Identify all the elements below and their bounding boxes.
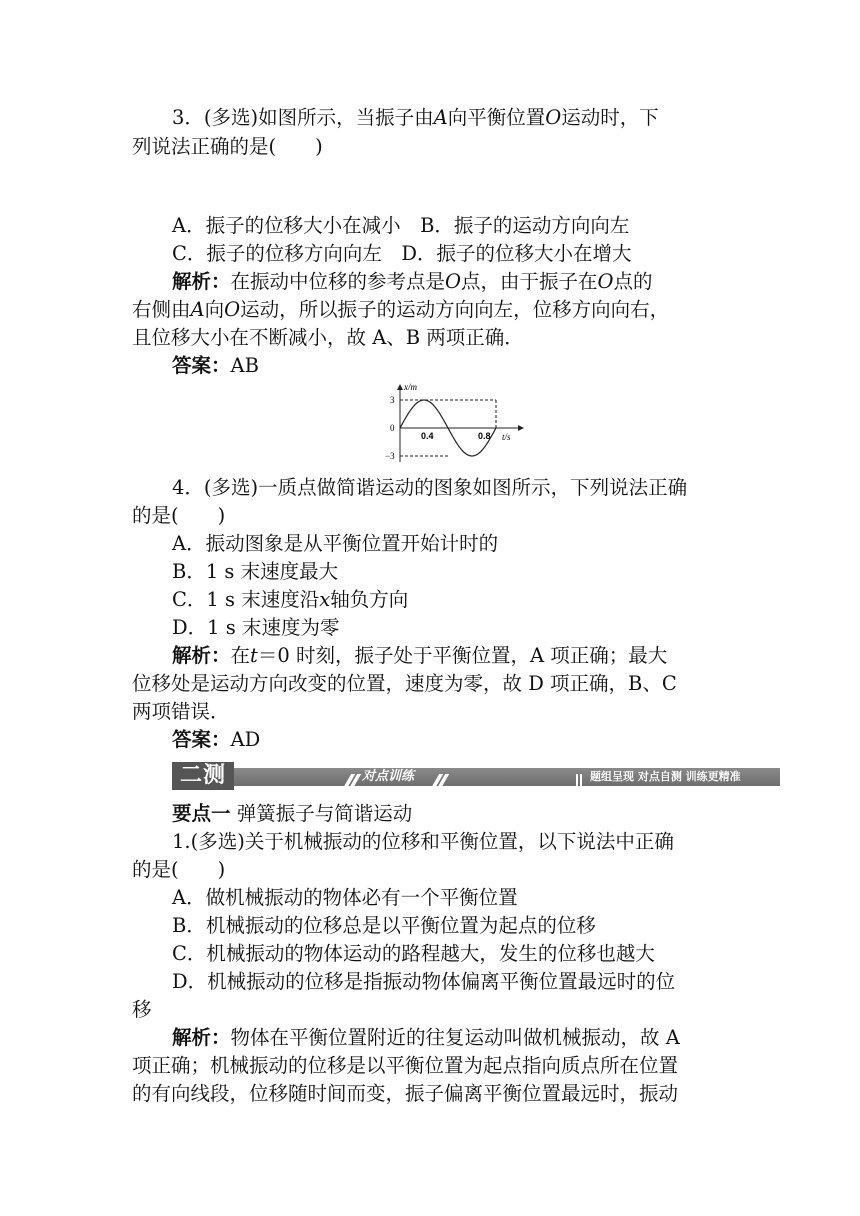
q3-analysis-line2: 右侧由A向O运动，所以振子的运动方向向左，位移方向向右，	[132, 298, 670, 321]
tick-3: 3	[390, 395, 395, 405]
vibration-graph	[378, 382, 528, 466]
x-axis-arrow	[397, 384, 403, 390]
q4-analysis-line1: 解析：在t＝0 时刻，振子处于平衡位置，A 项正确；最大	[172, 644, 668, 667]
q1-option-d-line2: 移	[132, 998, 152, 1021]
q4-option-a: A．振动图象是从平衡位置开始计时的	[172, 532, 499, 555]
tick-0-8: 0.8	[478, 431, 491, 441]
q1-analysis-line3: 的有向线段，位移随时间而变，振子偏离平衡位置最远时，振动	[132, 1082, 679, 1105]
section-banner	[172, 762, 780, 790]
q4-option-c: C．1 s 末速度沿x轴负方向	[172, 588, 409, 611]
tick-minus-3: −3	[385, 451, 395, 461]
q1-option-b: B．机械振动的位移总是以平衡位置为起点的位移	[172, 914, 596, 937]
banner-title: 二测	[172, 762, 234, 790]
q1-stem-line2: 的是( )	[132, 858, 226, 881]
q1-stem-line1: 1.(多选)关于机械振动的位移和平衡位置，以下说法中正确	[172, 830, 674, 853]
q4-option-d: D．1 s 末速度为零	[172, 616, 340, 639]
q3-stem-line2: 列说法正确的是( )	[132, 135, 323, 158]
section-heading: 要点一 弹簧振子与简谐运动	[172, 802, 413, 825]
banner-tagline: 题组呈现 对点自测 训练更精准	[590, 770, 741, 783]
q4-answer: 答案：AD	[172, 728, 261, 751]
banner-subtitle: 对点训练	[362, 769, 415, 784]
q4-analysis-line2: 位移处是运动方向改变的位置，速度为零，故 D 项正确，B、C	[132, 672, 677, 695]
y-axis-label: x/m	[404, 382, 417, 392]
q4-stem-line1: 4．(多选)一质点做简谐运动的图象如图所示，下列说法正确	[172, 476, 688, 499]
q1-option-d-line1: D．机械振动的位移是指振动物体偏离平衡位置最远时的位	[172, 970, 676, 993]
q3-options-line2: C．振子的位移方向向左 D．振子的位移大小在增大	[172, 242, 632, 265]
q3-analysis-line3: 且位移大小在不断减小，故 A、B 两项正确．	[132, 326, 524, 349]
q3-stem-line1: 3．(多选)如图所示，当振子由A向平衡位置O运动时，下	[172, 106, 659, 129]
q4-analysis-line3: 两项错误．	[132, 700, 230, 723]
q3-analysis-line1: 解析：在振动中位移的参考点是O点，由于振子在O点的	[172, 270, 653, 293]
q4-stem-line2: 的是( )	[132, 504, 226, 527]
q1-option-c: C．机械振动的物体运动的路程越大，发生的位移也越大	[172, 942, 655, 965]
banner-divider	[580, 774, 582, 792]
x-axis-label: t/s	[502, 432, 511, 442]
t-axis-arrow	[518, 425, 524, 431]
banner-divider	[576, 774, 578, 792]
q3-options-line1: A．振子的位移大小在减小 B．振子的运动方向向左	[172, 214, 630, 237]
tick-0-4: 0.4	[421, 431, 434, 441]
q1-option-a: A．做机械振动的物体必有一个平衡位置	[172, 886, 518, 909]
q3-answer: 答案：AB	[172, 354, 259, 377]
q1-analysis-line1: 解析：物体在平衡位置附近的往复运动叫做机械振动，故 A	[172, 1026, 680, 1049]
tick-0: 0	[390, 423, 395, 433]
q4-option-b: B．1 s 末速度最大	[172, 560, 339, 583]
q1-analysis-line2: 项正确；机械振动的位移是以平衡位置为起点指向质点所在位置	[132, 1054, 679, 1077]
